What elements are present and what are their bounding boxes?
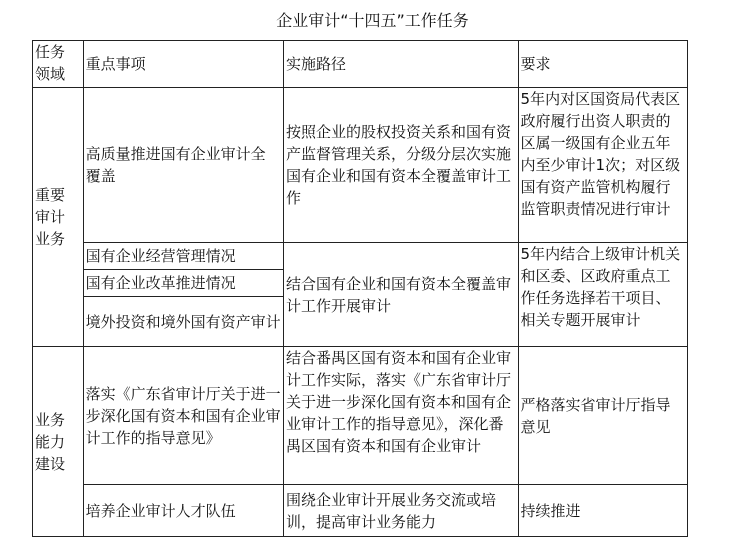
item-talent: 培养企业审计人才队伍 [83,485,283,537]
header-requirement: 要求 [518,41,687,88]
area-capability: 业务 能力 建设 [33,347,84,537]
item-full-coverage: 高质量推进国有企业审计全 覆盖 [83,88,283,243]
header-item: 重点事项 [83,41,283,88]
requirement-talent: 持续推进 [518,485,687,537]
table-row [33,485,688,537]
requirement-full-coverage: 5年内对区国资局代表区政府履行出资人职责的区属一级国有企业五年内至少审计1次；对区级国有资产监管机构履行监管职责情况进行审计 [518,88,687,243]
path-guidance: 结合番禺区国有资本和国有企业审计工作实际，落实《广东省审计厅关于进一步深化国有资本和国有企业审计工作的指导意见》，深化番禺区国有资本和国有企业审计 [284,347,519,485]
page-title: 企业审计“十四五”工作任务 [276,11,469,30]
header-row [33,41,688,88]
path-full-coverage: 按照企业的股权投资关系和国有资产监督管理关系，分级分层次实施国有企业和国有资本全覆盖审计工作 [284,88,519,243]
item-guidance: 落实《广东省审计厅关于进一步深化国有资本和国有企业审计工作的指导意见》 [83,347,283,485]
path-combined: 结合国有企业和国有资本全覆盖审计工作开展审计 [284,243,519,347]
item-operation: 国有企业经营管理情况 [83,243,283,270]
area-key-audit: 重要 审计 业务 [33,88,84,347]
table-row [33,347,688,485]
item-overseas: 境外投资和境外国有资产审计 [83,297,283,347]
requirement-guidance: 严格落实省审计厅指导 意见 [518,347,687,485]
task-table [32,40,688,537]
path-talent: 围绕企业审计开展业务交流或培训，提高审计业务能力 [284,485,519,537]
item-reform: 国有企业改革推进情况 [83,270,283,297]
header-area: 任务 领域 [33,41,84,88]
header-path: 实施路径 [284,41,519,88]
requirement-combined: 5年内结合上级审计机关和区委、区政府重点工作任务选择若干项目、相关专题开展审计 [518,243,687,347]
table-row [33,243,688,270]
table-row [33,88,688,243]
